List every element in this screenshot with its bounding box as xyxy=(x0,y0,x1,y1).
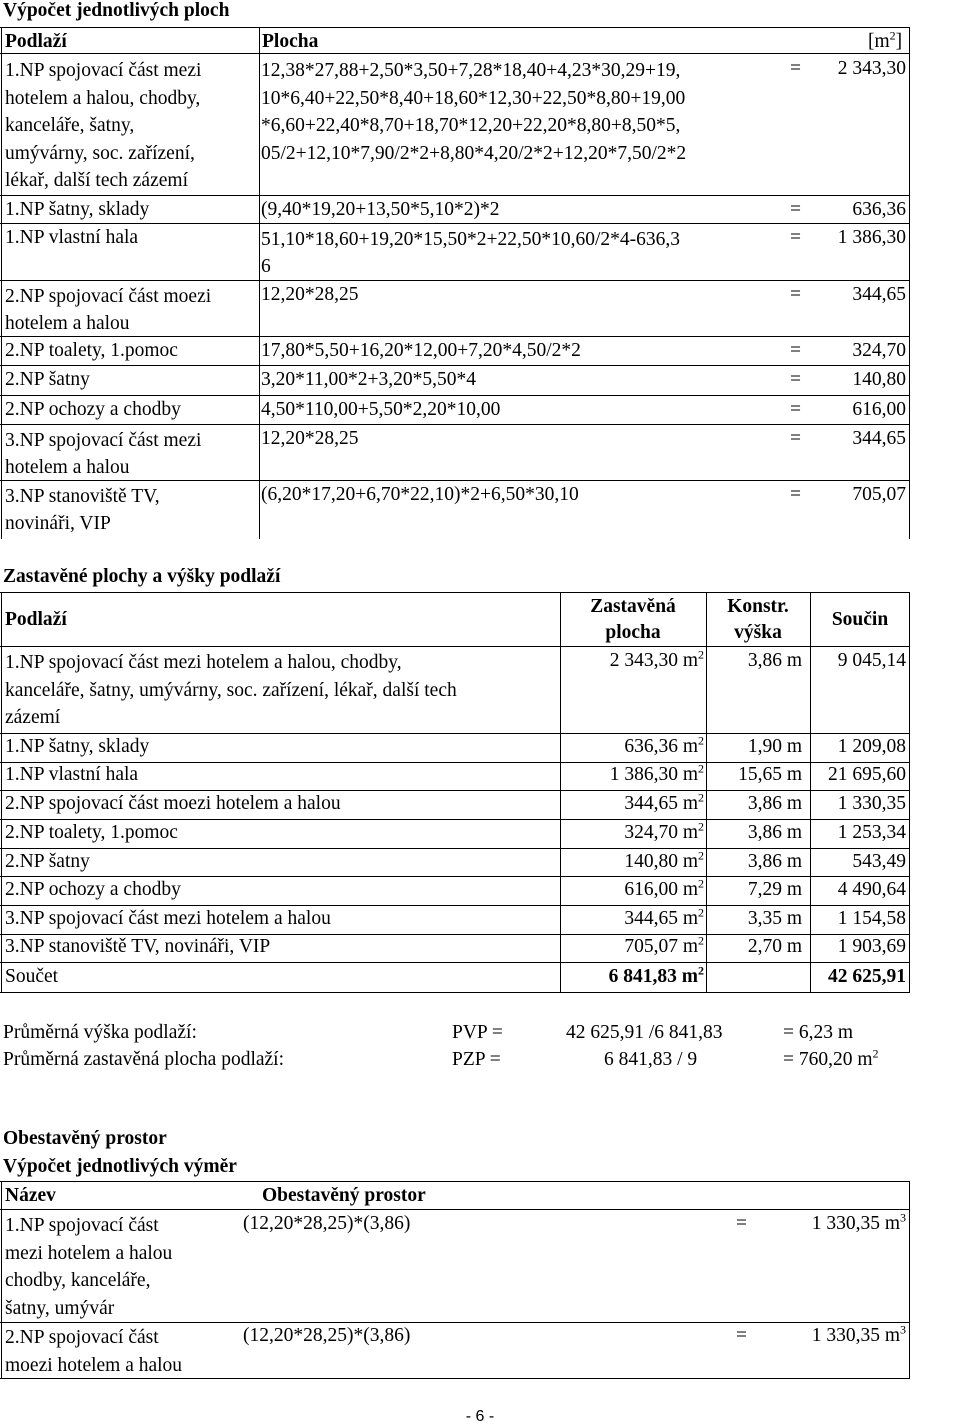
row8-label: 3.NP spojovací část mezi hotelem a halou xyxy=(5,430,202,478)
s2-row8-area: 344,65 $m^2$ xyxy=(624,905,704,929)
avg-height-label: Průměrná výška podlaží: xyxy=(3,1022,197,1043)
rule xyxy=(0,646,910,647)
s2-row7-label: 2.NP ochozy a chodby xyxy=(5,879,181,900)
s3-row2-label: 2.NP spojovací část moezi hotelem a halou xyxy=(5,1327,183,1376)
s2-row1-product: 9 045,14 xyxy=(837,650,906,671)
row9-label: 3.NP stanoviště TV, novináři, VIP xyxy=(5,486,160,534)
row5-formula: 17,80*5,50+16,20*12,00+7,20*4,50/2*2 xyxy=(261,340,581,361)
row6-label: 2.NP šatny xyxy=(5,369,90,390)
s2-row6-label: 2.NP šatny xyxy=(5,851,90,872)
s3-row1-formula: (12,20*28,25)*(3,86) xyxy=(243,1213,411,1234)
s2-row8-label: 3.NP spojovací část mezi hotelem a halou xyxy=(5,908,331,929)
rule xyxy=(0,1209,910,1210)
row7-eq: = xyxy=(790,399,801,420)
rule xyxy=(0,1322,910,1323)
s2-row7-height: 7,29 m xyxy=(747,879,802,900)
rule xyxy=(0,876,910,877)
rule xyxy=(1,27,2,539)
rule xyxy=(0,733,910,734)
header-zastavena-plocha: Zastavěná plocha xyxy=(590,596,676,643)
avg-area-result: = 760,20 $m^2$ xyxy=(783,1046,879,1070)
s2-row5-label: 2.NP toalety, 1.pomoc xyxy=(5,822,178,843)
row2-formula: (9,40*19,20+13,50*5,10*2)*2 xyxy=(261,199,500,220)
rule xyxy=(0,905,910,906)
rule xyxy=(259,27,260,539)
header-konstr-vyska: Konstr. výška xyxy=(727,596,789,643)
s2-row1-height: 3,86 m xyxy=(747,650,802,671)
rule xyxy=(909,1181,910,1378)
row8-formula: 12,20*28,25 xyxy=(261,428,359,449)
row4-eq: = xyxy=(790,284,801,305)
row4-value: 344,65 xyxy=(852,284,906,305)
s2-row2-label: 1.NP šatny, sklady xyxy=(5,736,150,757)
s2-row3-label: 1.NP vlastní hala xyxy=(5,764,139,785)
row3-eq: = xyxy=(790,227,801,248)
s2-row4-height: 3,86 m xyxy=(747,793,802,814)
header-nazev: Název xyxy=(5,1185,56,1206)
row7-formula: 4,50*110,00+5,50*2,20*10,00 xyxy=(261,399,501,420)
section3-title: Obestavěný prostor xyxy=(3,1128,167,1149)
avg-area-calc: 6 841,83 / 9 xyxy=(604,1049,698,1070)
avg-area-label: Průměrná zastavěná plocha podlaží: xyxy=(3,1049,285,1070)
row2-label: 1.NP šatny, sklady xyxy=(5,199,150,220)
header-plocha: Plocha xyxy=(262,31,319,52)
row6-value: 140,80 xyxy=(852,369,906,390)
row3-formula: 51,10*18,60+19,20*15,50*2+22,50*10,60/2*4-636,3 6 xyxy=(261,229,681,277)
s2-row5-height: 3,86 m xyxy=(747,822,802,843)
rule xyxy=(1,1181,2,1378)
rule xyxy=(0,195,910,196)
row7-label: 2.NP ochozy a chodby xyxy=(5,399,181,420)
rule xyxy=(0,962,910,963)
s2-row2-height: 1,90 m xyxy=(747,736,802,757)
row5-label: 2.NP toalety, 1.pomoc xyxy=(5,340,178,361)
s2-row4-label: 2.NP spojovací část moezi hotelem a halou xyxy=(5,793,341,814)
s2-row6-product: 543,49 xyxy=(852,851,906,872)
rule xyxy=(0,395,910,396)
header-podlazi: Podlaží xyxy=(5,609,67,630)
avg-area-abbr: PZP = xyxy=(452,1049,501,1070)
row8-value: 344,65 xyxy=(852,428,906,449)
row9-formula: (6,20*17,20+6,70*22,10)*2+6,50*30,10 xyxy=(261,484,579,505)
row5-value: 324,70 xyxy=(852,340,906,361)
header-soucin: Součin xyxy=(831,609,889,630)
s2-row9-height: 2,70 m xyxy=(747,936,802,957)
s2-row3-product: 21 695,60 xyxy=(828,764,906,785)
rule xyxy=(0,280,910,281)
rule xyxy=(0,790,910,791)
section3-subtitle: Výpočet jednotlivých výměr xyxy=(3,1156,237,1177)
s2-row5-area: 324,70 $m^2$ xyxy=(624,819,704,843)
s3-row2-value: 1 330,35 $m^3$ xyxy=(811,1322,906,1346)
rule xyxy=(0,819,910,820)
rule xyxy=(0,223,910,224)
row2-value: 636,36 xyxy=(852,199,906,220)
row8-eq: = xyxy=(790,428,801,449)
s2-row7-area: 616,00 $m^2$ xyxy=(624,876,704,900)
s2-row6-area: 140,80 $m^2$ xyxy=(624,848,704,872)
s2-row7-product: 4 490,64 xyxy=(837,879,906,900)
s2-row2-area: 636,36 $m^2$ xyxy=(624,733,704,757)
s2-row2-product: 1 209,08 xyxy=(837,736,906,757)
rule xyxy=(0,424,910,425)
s2-total-product: 42 625,91 xyxy=(828,966,906,987)
row5-eq: = xyxy=(790,340,801,361)
row7-value: 616,00 xyxy=(852,399,906,420)
row1-formula: 12,38*27,88+2,50*3,50+7,28*18,40+4,23*30,29+19, 10*6,40+22,50*8,40+18,60*12,30+22,50*8,80+19,00 *6,60+22,40*8,70+18,70*12,20+22,20*8,80+8,50*5, 05/2+12,10*7,90/2*2+8,80*4,20/2*2+12,20*7,50/2*2 xyxy=(261,60,687,164)
row4-formula: 12,20*28,25 xyxy=(261,284,359,305)
row1-label: 1.NP spojovací část mezi hotelem a halou, chodby, kanceláře, šatny, umývárny, soc. zařízení, lékař, další tech zázemí xyxy=(5,60,202,191)
s3-row1-label: 1.NP spojovací část mezi hotelem a halou chodby, kanceláře, šatny, umývár xyxy=(5,1215,173,1319)
header-unit: $[m^2]$ xyxy=(868,28,903,52)
header-podlazi: Podlaží xyxy=(5,31,67,52)
rule xyxy=(909,27,910,539)
rule xyxy=(0,848,910,849)
row6-eq: = xyxy=(790,369,801,390)
section1-title: Výpočet jednotlivých ploch xyxy=(3,0,230,21)
avg-height-abbr: PVP = xyxy=(452,1022,503,1043)
header-obestaveny-prostor: Obestavěný prostor xyxy=(262,1185,426,1206)
s2-row8-height: 3,35 m xyxy=(747,908,802,929)
rule xyxy=(909,592,910,992)
s2-row9-label: 3.NP stanoviště TV, novináři, VIP xyxy=(5,936,271,957)
rule xyxy=(0,365,910,366)
row3-value: 1 386,30 xyxy=(837,227,906,248)
avg-height-calc: 42 625,91 /6 841,83 xyxy=(566,1022,723,1043)
s2-row8-product: 1 154,58 xyxy=(837,908,906,929)
page-number: - 6 - xyxy=(465,1408,495,1425)
row3-label: 1.NP vlastní hala xyxy=(5,227,139,248)
rule xyxy=(0,592,910,593)
row6-formula: 3,20*11,00*2+3,20*5,50*4 xyxy=(261,369,477,390)
rule xyxy=(0,53,910,54)
row1-eq: = xyxy=(790,58,801,79)
s2-row3-height: 15,65 m xyxy=(738,764,802,785)
section2-title: Zastavěné plochy a výšky podlaží xyxy=(3,566,281,587)
s2-row1-label: 1.NP spojovací část mezi hotelem a halou, chodby, kanceláře, šatny, umývárny, soc. zařízení, lékař, další tech zázemí xyxy=(5,652,457,728)
s2-row1-area: 2 343,30 $m^2$ xyxy=(609,647,704,671)
s2-row4-area: 344,65 $m^2$ xyxy=(624,790,704,814)
s2-row4-product: 1 330,35 xyxy=(837,793,906,814)
s2-row9-product: 1 903,69 xyxy=(837,936,906,957)
avg-height-result: = 6,23 m xyxy=(783,1022,854,1043)
row4-label: 2.NP spojovací část moezi hotelem a halou xyxy=(5,286,212,334)
s3-row1-eq: = xyxy=(736,1213,747,1234)
s2-row9-area: 705,07 $m^2$ xyxy=(624,933,704,957)
rule xyxy=(1,592,2,992)
s2-row5-product: 1 253,34 xyxy=(837,822,906,843)
s2-total-area: 6 841,83 $m^2$ xyxy=(608,963,704,987)
rule xyxy=(0,992,910,993)
s3-row2-formula: (12,20*28,25)*(3,86) xyxy=(243,1325,411,1346)
row9-eq: = xyxy=(790,484,801,505)
row1-value: 2 343,30 xyxy=(837,58,906,79)
s2-row3-area: 1 386,30 $m^2$ xyxy=(609,761,704,785)
rule xyxy=(0,27,910,28)
row2-eq: = xyxy=(790,199,801,220)
s2-total-label: Součet xyxy=(5,966,59,987)
rule xyxy=(0,1181,910,1182)
s3-row1-value: 1 330,35 $m^3$ xyxy=(811,1210,906,1234)
s2-row6-height: 3,86 m xyxy=(747,851,802,872)
row9-value: 705,07 xyxy=(852,484,906,505)
s3-row2-eq: = xyxy=(736,1325,747,1346)
